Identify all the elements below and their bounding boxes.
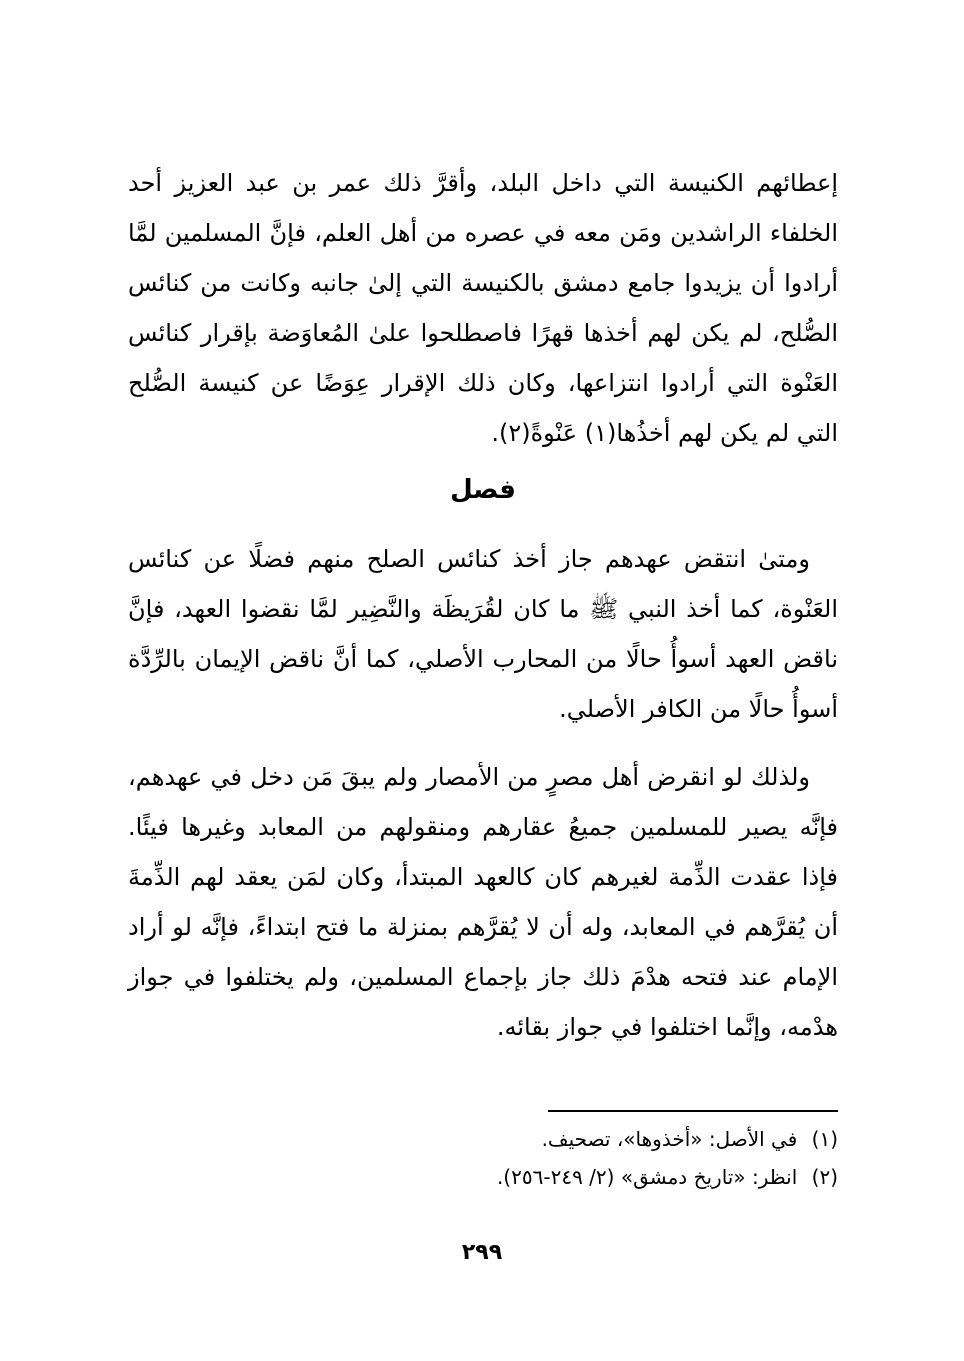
footnote-text: في الأصل: «أخذوها»، تصحيف. [541,1127,798,1151]
footnote-1 [300,1122,838,1156]
paragraph-2: ومتىٰ انتقض عهدهم جاز أخذ كنائس الصلح منهم فضلًا عن كنائس العَنْوة، كما أخذ النبي ﷺ ما كان لقُرَيظَة والنَّضِير لمَّا نقضوا العهد، فإنَّ ناقض العهد أسوأُ حالًا من المحارب الأصلي، كما أنَّ ناقض الإيمان بالرِّدَّة أسوأُ حالًا من الكافر الأصلي. [128,545,838,723]
page-number: ٢٩٩ [461,1240,503,1265]
paragraph-1: إعطائهم الكنيسة التي داخل البلد، وأقرَّ ذلك عمر بن عبد العزيز أحد الخلفاء الراشدين ومَن معه في عصره من أهل العلم، فإنَّ المسلمين لمَّا أرادوا أن يزيدوا جامع دمشق بالكنيسة التي إلىٰ جانبه وكانت من كنائس الصُّلح، لم يكن لهم أخذها قهرًا فاصطلحوا علىٰ المُعاوَضة بإقرار كنائس العَنْوة التي أرادوا انتزاعها، وكان ذلك الإقرار عِوَضًا عن كنيسة الصُّلح التي لم يكن لهم أخذُها(١) عَنْوةً(٢). [128,169,838,447]
footnote-text: انظر: «تاريخ دمشق» (٢/ ٢٤٩-٢٥٦). [496,1165,798,1189]
footnote-number: (٢) [811,1165,838,1189]
footnote-number: (١) [811,1127,838,1151]
footnote-2 [300,1160,838,1194]
footnotes [300,1122,838,1198]
body-text-block-2 [128,534,838,734]
body-text-block-1 [128,158,838,458]
paragraph-3: ولذلك لو انقرض أهل مصرٍ من الأمصار ولم يبقَ مَن دخل في عهدهم، فإنَّه يصير للمسلمين جميعُ عقارهم ومنقولهم من المعابد وغيرها فيئًا. فإذا عقدت الذِّمة لغيرهم كان كالعهد المبتدأ، وكان لمَن يعقد لهم الذِّمةَ أن يُقرَّهم في المعابد، وله أن لا يُقرَّهم بمنزلة ما فتح ابتداءً، فإنَّه لو أراد الإمام عند فتحه هدْمَ ذلك جاز بإجماع المسلمين، ولم يختلفوا في جواز هدْمه، وإنَّما اختلفوا في جواز بقائه. [128,763,838,1041]
footnote-divider [548,1110,838,1112]
body-text-block-3 [128,752,838,1052]
section-heading: فصل [450,475,516,505]
